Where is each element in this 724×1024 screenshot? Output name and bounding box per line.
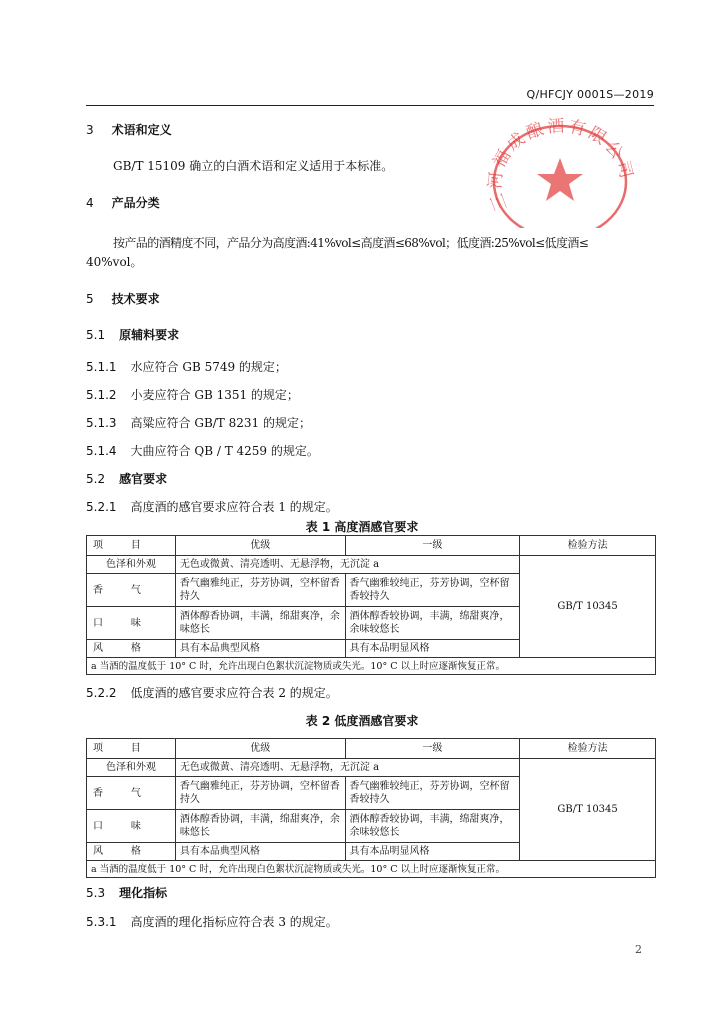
row-premium: 具有本品典型风格 <box>175 640 345 658</box>
table-note-row <box>87 658 656 675</box>
row-premium: 具有本品典型风格 <box>175 843 345 861</box>
item-5-2-1: 5.2.1 高度酒的感官要求应符合表 1 的规定。 <box>86 500 338 514</box>
table-row <box>87 759 656 777</box>
item-5-1-1: 5.1.1 水应符合 GB 5749 的规定； <box>86 360 287 374</box>
method-cell: GB/T 10345 <box>520 759 656 861</box>
section-5-heading: 5 技术要求 <box>86 292 160 306</box>
row-item: 口味 <box>87 810 176 843</box>
method-cell: GB/T 10345 <box>520 556 656 658</box>
row-item: 色泽和外观 <box>87 759 176 777</box>
header-premium: 优级 <box>175 536 345 556</box>
row-first: 香气幽雅较纯正，芬芳协调，空杯留香较持久 <box>345 777 520 810</box>
section-4-body-line2: 40%vol。 <box>86 255 143 269</box>
header-rule <box>86 105 654 106</box>
section-5-3-heading: 5.3 理化指标 <box>86 886 168 900</box>
row-item: 口味 <box>87 607 176 640</box>
header-method: 检验方法 <box>520 739 656 759</box>
row-first: 具有本品明显风格 <box>345 640 520 658</box>
row-premium: 酒体醇香协调，丰满，绵甜爽净，余味悠长 <box>175 607 345 640</box>
header-first: 一级 <box>345 536 520 556</box>
item-5-1-4: 5.1.4 大曲应符合 QB / T 4259 的规定。 <box>86 444 319 458</box>
section-5-2-heading: 5.2 感官要求 <box>86 472 168 486</box>
row-first: 具有本品明显风格 <box>345 843 520 861</box>
item-5-1-2: 5.1.2 小麦应符合 GB 1351 的规定； <box>86 388 299 402</box>
item-5-3-1: 5.3.1 高度酒的理化指标应符合表 3 的规定。 <box>86 915 338 929</box>
row-premium: 无色或微黄、清亮透明、无悬浮物，无沉淀 a <box>175 556 519 574</box>
section-3-body: GB/T 15109 确立的白酒术语和定义适用于本标准。 <box>113 159 394 173</box>
row-item: 香气 <box>87 574 176 607</box>
table-note-row <box>87 861 656 878</box>
header-first: 一级 <box>345 739 520 759</box>
table-footnote: a 当酒的温度低于 10° C 时，允许出现白色絮状沉淀物质或失光。10° C 以上时应逐渐恢复正常。 <box>87 658 656 675</box>
row-first: 酒体醇香较协调，丰满，绵甜爽净，余味较悠长 <box>345 607 520 640</box>
section-5-1-heading: 5.1 原辅料要求 <box>86 328 180 342</box>
header-item: 项目 <box>87 739 176 759</box>
row-premium: 酒体醇香协调，丰满，绵甜爽净，余味悠长 <box>175 810 345 843</box>
table-2 <box>86 738 656 878</box>
table-header-row <box>87 536 656 556</box>
row-premium: 香气幽雅纯正，芬芳协调，空杯留香持久 <box>175 574 345 607</box>
company-seal <box>480 108 640 228</box>
row-item: 风格 <box>87 640 176 658</box>
table-1 <box>86 535 656 675</box>
header-item: 项目 <box>87 536 176 556</box>
section-4-body-line1: 按产品的酒精度不同，产品分为高度酒:41%vol≤高度酒≤68%vol；低度酒:25%vol≤低度酒≤ <box>113 236 589 250</box>
row-premium: 无色或微黄、清亮透明、无悬浮物，无沉淀 a <box>175 759 519 777</box>
row-item: 风格 <box>87 843 176 861</box>
page-number: 2 <box>635 943 642 956</box>
row-item: 色泽和外观 <box>87 556 176 574</box>
row-premium: 香气幽雅纯正，芬芳协调，空杯留香持久 <box>175 777 345 810</box>
document-code: Q/HFCJY 0001S—2019 <box>526 88 654 101</box>
table-header-row <box>87 739 656 759</box>
item-5-2-2: 5.2.2 低度酒的感官要求应符合表 2 的规定。 <box>86 686 338 700</box>
header-premium: 优级 <box>175 739 345 759</box>
header-method: 检验方法 <box>520 536 656 556</box>
section-3-heading: 3 术语和定义 <box>86 123 172 137</box>
table-1-caption: 表 1 高度酒感官要求 <box>305 520 419 534</box>
table-2-caption: 表 2 低度酒感官要求 <box>305 714 419 728</box>
table-row <box>87 556 656 574</box>
row-first: 香气幽雅较纯正，芬芳协调，空杯留香较持久 <box>345 574 520 607</box>
section-4-heading: 4 产品分类 <box>86 196 160 210</box>
seal-text: 三河福成酿酒有限公司 <box>485 116 637 214</box>
item-5-1-3: 5.1.3 高粱应符合 GB/T 8231 的规定； <box>86 416 311 430</box>
row-item: 香气 <box>87 777 176 810</box>
row-first: 酒体醇香较协调，丰满，绵甜爽净，余味较悠长 <box>345 810 520 843</box>
table-footnote: a 当酒的温度低于 10° C 时，允许出现白色絮状沉淀物质或失光。10° C 以上时应逐渐恢复正常。 <box>87 861 656 878</box>
